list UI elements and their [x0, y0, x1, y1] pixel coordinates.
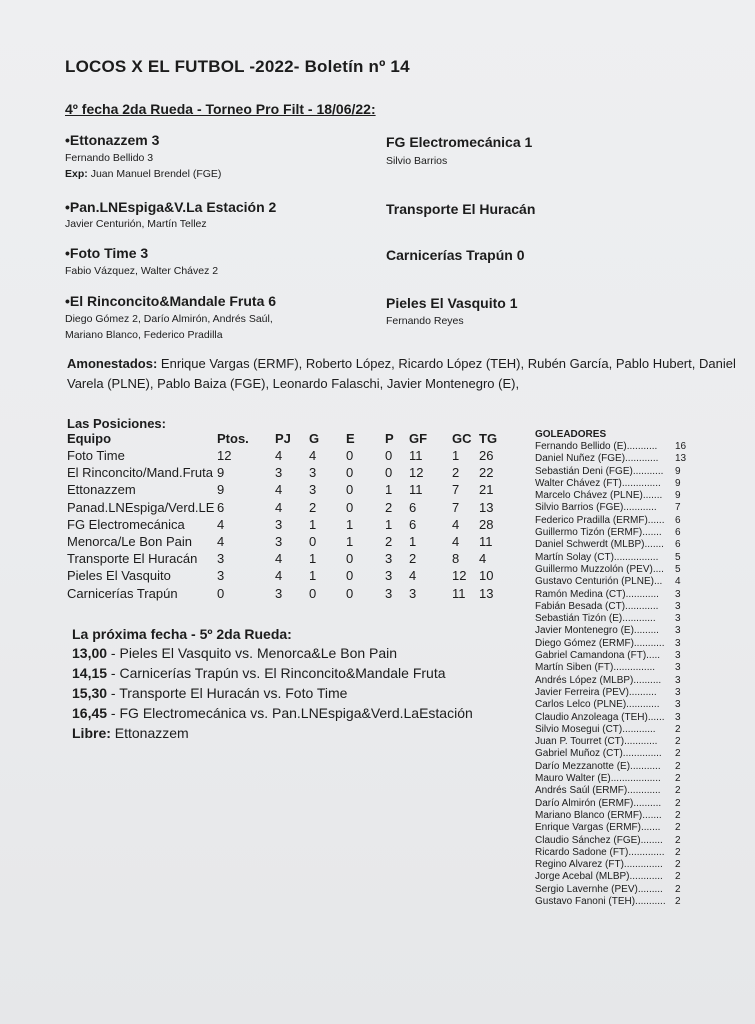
expulsion-text: Juan Manuel Brendel (FGE) [90, 168, 222, 180]
match-2-away: Transporte El Huracán [386, 201, 536, 217]
cell-played: 3 [275, 534, 283, 549]
cell-team: Transporte El Huracán [67, 551, 198, 567]
goleadores-list [535, 441, 685, 908]
cell-goals-for: 3 [409, 585, 417, 601]
cell-goals-against: 12 [452, 568, 467, 584]
libre-label: Libre: [72, 725, 111, 741]
header-played: PJ [275, 431, 291, 446]
scorer-name: Gustavo Fanoni (TEH)........... [535, 895, 666, 907]
match-1-away: FG Electromecánica 1 [386, 134, 533, 150]
match-3-home: •Foto Time 3 [65, 245, 149, 261]
scorer-goals: 9 [675, 477, 681, 489]
scorer-name: Martín Solay (CT)................ [535, 551, 659, 563]
round-subtitle: 4º fecha 2da Rueda - Torneo Pro Filt - 18/06/22: [65, 101, 376, 117]
match-3-away: Carnicerías Trapún 0 [386, 247, 525, 263]
cell-goals-against: 4 [452, 534, 460, 549]
cell-won: 3 [309, 465, 317, 481]
match-1-home-scorers: Fernando Bellido 3 [65, 152, 154, 164]
next-round-item [72, 664, 473, 684]
scorer-goals: 2 [675, 785, 681, 797]
scorer-goals: 3 [675, 650, 681, 662]
cell-points: 4 [217, 516, 225, 532]
scorer-goals: 2 [675, 822, 681, 834]
cell-team: Ettonazzem [67, 482, 136, 498]
header-won: G [309, 431, 320, 446]
scorer-row [535, 712, 685, 724]
scorer-row [535, 724, 685, 736]
scorer-name: Jorge Acebal (MLBP)............ [535, 871, 663, 883]
header-team: Equipo [67, 431, 112, 446]
scorer-row [535, 576, 685, 588]
scorer-name: Gabriel Camandona (FT)..... [535, 650, 661, 662]
scorer-name: Silvio Mosegui (CT)............ [535, 723, 656, 735]
scorer-goals: 3 [675, 625, 681, 637]
scorer-row [535, 798, 685, 810]
scorer-goals: 3 [675, 674, 681, 686]
cell-tg: 22 [479, 465, 494, 481]
cell-team: FG Electromecánica [67, 516, 185, 532]
next-round-item [72, 644, 473, 664]
scorer-name: Ricardo Sadone (FT)............. [535, 846, 665, 858]
cell-played: 4 [275, 448, 283, 463]
cell-goals-against: 2 [452, 465, 460, 481]
scorer-row [535, 687, 685, 699]
scorer-row [535, 662, 685, 674]
cell-won: 0 [309, 585, 317, 601]
scorer-name: Gabriel Muñoz (CT).............. [535, 748, 662, 760]
scorer-row [535, 552, 685, 564]
cell-points: 12 [217, 448, 232, 463]
scorer-name: Guillermo Tizón (ERMF)....... [535, 527, 662, 539]
scorer-goals: 2 [675, 846, 681, 858]
scorer-goals: 4 [675, 576, 681, 588]
scorer-goals: 3 [675, 711, 681, 723]
scorer-goals: 3 [675, 686, 681, 698]
cell-played: 3 [275, 585, 283, 601]
cell-team: Foto Time [67, 448, 125, 463]
scorer-row [535, 822, 685, 834]
cell-goals-against: 1 [452, 448, 460, 463]
scorer-row [535, 810, 685, 822]
match-4-home: •El Rinconcito&Mandale Fruta 6 [65, 293, 277, 309]
match-1-expulsion [65, 166, 221, 182]
next-round-title: La próxima fecha - 5º 2da Rueda: [72, 626, 292, 642]
scorer-goals: 9 [675, 490, 681, 502]
scorer-goals: 2 [675, 834, 681, 846]
cell-goals-against: 7 [452, 499, 460, 515]
cell-goals-for: 6 [409, 499, 417, 515]
cell-team: El Rinconcito/Mand.Fruta [67, 465, 213, 481]
cell-tg: 28 [479, 516, 494, 532]
scorer-goals: 2 [675, 723, 681, 735]
scorer-name: Mauro Walter (E).................. [535, 773, 661, 785]
scorer-row [535, 478, 685, 490]
scorer-name: Claudio Anzoleaga (TEH)...... [535, 711, 665, 723]
scorer-goals: 2 [675, 736, 681, 748]
scorer-name: Ramón Medina (CT)............ [535, 588, 659, 600]
match-1-away-scorers: Silvio Barrios [386, 155, 448, 167]
scorer-goals: 6 [675, 527, 681, 539]
scorer-name: Mariano Blanco (ERMF)....... [535, 809, 662, 821]
cell-drawn: 0 [346, 482, 354, 498]
scorer-row [535, 466, 685, 478]
scorer-row [535, 699, 685, 711]
match-3-home-scorers: Fabio Vázquez, Walter Chávez 2 [65, 265, 219, 277]
cell-lost: 2 [385, 534, 393, 549]
match-2-home: •Pan.LNEspiga&V.La Estación 2 [65, 199, 277, 215]
header-drawn: E [346, 431, 355, 446]
scorer-goals: 6 [675, 514, 681, 526]
scorer-row [535, 871, 685, 883]
scorer-row [535, 613, 685, 625]
scorer-goals: 3 [675, 600, 681, 612]
cell-won: 3 [309, 482, 317, 498]
cell-goals-for: 2 [409, 551, 417, 567]
cell-points: 6 [217, 499, 225, 515]
goleadores-title: GOLEADORES [535, 429, 607, 440]
header-lost: P [385, 431, 394, 446]
scorer-row [535, 736, 685, 748]
cell-tg: 21 [479, 482, 494, 498]
scorer-name: Fabián Besada (CT)............ [535, 600, 659, 612]
scorer-name: Guillermo Muzzolón (PEV).... [535, 563, 664, 575]
cell-points: 0 [217, 585, 225, 601]
scorer-name: Daniel Schwerdt (MLBP)....... [535, 539, 664, 551]
cell-lost: 3 [385, 568, 393, 584]
scorer-name: Andrés López (MLBP).......... [535, 674, 662, 686]
match-4-home-scorers-line-1: Diego Gómez 2, Darío Almirón, Andrés Saúl, [65, 313, 273, 325]
scorer-goals: 2 [675, 883, 681, 895]
cell-played: 4 [275, 482, 283, 498]
expulsion-label: Exp: [65, 168, 88, 180]
scorer-row [535, 884, 685, 896]
scorer-row [535, 601, 685, 613]
scorer-goals: 3 [675, 588, 681, 600]
scorer-goals: 13 [675, 453, 687, 465]
match-time: 13,00 [72, 645, 108, 661]
scorer-name: Sebastián Deni (FGE)........... [535, 465, 664, 477]
scorer-goals: 6 [675, 539, 681, 551]
match-4-away-scorers: Fernando Reyes [386, 315, 464, 327]
scorer-name: Andrés Saúl (ERMF)............ [535, 785, 661, 797]
cell-won: 1 [309, 568, 317, 584]
scorer-row [535, 896, 685, 908]
match-4-away: Pieles El Vasquito 1 [386, 295, 518, 311]
scorer-goals: 7 [675, 502, 681, 514]
scorer-row [535, 453, 685, 465]
cell-drawn: 0 [346, 448, 354, 463]
cell-tg: 13 [479, 499, 494, 515]
scorer-name: Sergio Lavernhe (PEV)......... [535, 883, 663, 895]
scorer-goals: 5 [675, 563, 681, 575]
scorer-name: Silvio Barrios (FGE)............ [535, 502, 657, 514]
scorer-goals: 2 [675, 797, 681, 809]
cell-played: 3 [275, 516, 283, 532]
next-round-item [72, 704, 473, 724]
amonestados-label: Amonestados: [67, 356, 158, 371]
scorer-row [535, 859, 685, 871]
cell-drawn: 0 [346, 568, 354, 584]
scorer-goals: 2 [675, 871, 681, 883]
scorer-name: Juan P. Tourret (CT)............ [535, 736, 658, 748]
cell-played: 4 [275, 499, 283, 515]
scorer-row [535, 675, 685, 687]
scorer-name: Javier Montenegro (E)......... [535, 625, 659, 637]
header-goals-against: GC [452, 431, 472, 446]
cell-points: 3 [217, 568, 225, 584]
match-text: - Pieles El Vasquito vs. Menorca&Le Bon Pain [107, 645, 398, 661]
libre-team: Ettonazzem [110, 725, 189, 741]
cell-lost: 3 [385, 551, 393, 567]
scorer-name: Marcelo Chávez (PLNE)....... [535, 490, 663, 502]
libre-item [72, 724, 473, 744]
scorer-row [535, 589, 685, 601]
scorer-row [535, 502, 685, 514]
cell-goals-for: 6 [409, 516, 417, 532]
scorer-name: Darío Mezzanotte (E)........... [535, 760, 661, 772]
cell-goals-for: 4 [409, 568, 417, 584]
scorer-goals: 3 [675, 613, 681, 625]
scorer-goals: 16 [675, 441, 687, 452]
cell-goals-for: 11 [409, 482, 423, 498]
scorer-goals: 9 [675, 465, 681, 477]
scorer-row [535, 835, 685, 847]
scorer-name: Diego Gómez (ERMF)........... [535, 637, 665, 649]
cell-goals-against: 4 [452, 516, 460, 532]
scorer-row [535, 761, 685, 773]
match-2-home-scorers: Javier Centurión, Martín Tellez [65, 218, 207, 230]
cell-team: Menorca/Le Bon Pain [67, 534, 193, 549]
cell-tg: 10 [479, 568, 494, 584]
cell-team: Panad.LNEspiga/Verd.LE [67, 499, 215, 515]
scorer-row [535, 638, 685, 650]
scorer-name: Gustavo Centurión (PLNE)... [535, 576, 663, 588]
scorer-row [535, 748, 685, 760]
cell-won: 1 [309, 516, 317, 532]
match-text: - Carnicerías Trapún vs. El Rinconcito&Mandale Fruta [107, 665, 446, 681]
cell-lost: 0 [385, 448, 393, 463]
match-text: - FG Electromecánica vs. Pan.LNEspiga&Verd.LaEstación [107, 705, 473, 721]
header-points: Ptos. [217, 431, 249, 446]
cell-points: 9 [217, 482, 225, 498]
cell-drawn: 0 [346, 465, 354, 481]
cell-drawn: 1 [346, 516, 354, 532]
standings-title: Las Posiciones: [67, 416, 166, 431]
scorer-name: Claudio Sánchez (FGE)........ [535, 834, 663, 846]
cell-tg: 4 [479, 551, 487, 567]
match-time: 15,30 [72, 685, 108, 701]
scorer-row [535, 490, 685, 502]
cell-tg: 11 [479, 534, 493, 549]
scorer-name: Javier Ferreira (PEV).......... [535, 686, 657, 698]
cell-goals-for: 1 [409, 534, 417, 549]
cell-played: 4 [275, 551, 283, 567]
match-time: 16,45 [72, 705, 108, 721]
scorer-goals: 2 [675, 760, 681, 772]
cell-points: 4 [217, 534, 225, 549]
cell-team: Carnicerías Trapún [67, 585, 178, 601]
cell-points: 9 [217, 465, 225, 481]
cell-lost: 3 [385, 585, 393, 601]
next-round-item [72, 684, 473, 704]
next-round-list [72, 644, 473, 744]
scorer-row [535, 847, 685, 859]
cell-drawn: 1 [346, 534, 354, 549]
match-text: - Transporte El Huracán vs. Foto Time [107, 685, 348, 701]
scorer-name: Sebastián Tizón (E)............ [535, 613, 656, 625]
cell-lost: 1 [385, 516, 393, 532]
cell-team: Pieles El Vasquito [67, 568, 171, 584]
cell-points: 3 [217, 551, 225, 567]
match-1-home: •Ettonazzem 3 [65, 132, 160, 148]
scorer-row [535, 539, 685, 551]
cell-goals-against: 11 [452, 585, 466, 601]
scorer-goals: 2 [675, 773, 681, 785]
cell-drawn: 0 [346, 585, 354, 601]
scorer-name: Enrique Vargas (ERMF)....... [535, 822, 661, 834]
cell-goals-for: 12 [409, 465, 424, 481]
match-time: 14,15 [72, 665, 108, 681]
match-4-home-scorers-line-2: Mariano Blanco, Federico Pradilla [65, 329, 223, 341]
scorer-goals: 2 [675, 859, 681, 871]
scorer-name: Carlos Lelco (PLNE)............ [535, 699, 660, 711]
scorer-row [535, 527, 685, 539]
scorer-goals: 2 [675, 895, 681, 907]
scorer-row [535, 773, 685, 785]
scorer-row [535, 785, 685, 797]
bulletin-title: LOCOS X EL FUTBOL -2022- Boletín nº 14 [65, 57, 410, 76]
cell-won: 2 [309, 499, 317, 515]
cell-tg: 26 [479, 448, 494, 463]
scorer-goals: 3 [675, 662, 681, 674]
cell-won: 1 [309, 551, 317, 567]
scorer-name: Regino Alvarez (FT).............. [535, 859, 663, 871]
cell-won: 0 [309, 534, 317, 549]
scorer-goals: 2 [675, 748, 681, 760]
scorer-row [535, 650, 685, 662]
cell-lost: 2 [385, 499, 393, 515]
scorer-goals: 5 [675, 551, 681, 563]
scorer-name: Darío Almirón (ERMF).......... [535, 797, 662, 809]
cell-played: 3 [275, 465, 283, 481]
amonestados-text: Enrique Vargas (ERMF), Roberto López, Ricardo López (TEH), Rubén García, Pablo Hubert, Daniel Varela (PLNE), Pablo Baiza (FGE), Leonardo Falaschi, Javier Montenegro (E), [67, 356, 736, 391]
scorer-row [535, 441, 685, 453]
header-tg: TG [479, 431, 498, 446]
cell-goals-against: 8 [452, 551, 460, 567]
cell-goals-against: 7 [452, 482, 460, 498]
scorer-goals: 3 [675, 699, 681, 711]
cell-drawn: 0 [346, 551, 354, 567]
scorer-row [535, 515, 685, 527]
cell-lost: 1 [385, 482, 393, 498]
scorer-name: Martín Siben (FT)............... [535, 662, 656, 674]
header-goals-for: GF [409, 431, 428, 446]
scorer-row [535, 564, 685, 576]
scorer-name: Walter Chávez (FT).............. [535, 477, 661, 489]
scorer-goals: 3 [675, 637, 681, 649]
cell-drawn: 0 [346, 499, 354, 515]
scorer-goals: 2 [675, 809, 681, 821]
scorer-name: Daniel Nuñez (FGE)............ [535, 453, 659, 465]
cell-won: 4 [309, 448, 317, 463]
scorer-row [535, 625, 685, 637]
cell-tg: 13 [479, 585, 494, 601]
scorer-name: Fernando Bellido (E)........... [535, 441, 658, 452]
cell-goals-for: 11 [409, 448, 423, 463]
cell-lost: 0 [385, 465, 393, 481]
scorer-name: Federico Pradilla (ERMF)...... [535, 514, 665, 526]
cell-played: 4 [275, 568, 283, 584]
amonestados-paragraph [67, 354, 755, 394]
